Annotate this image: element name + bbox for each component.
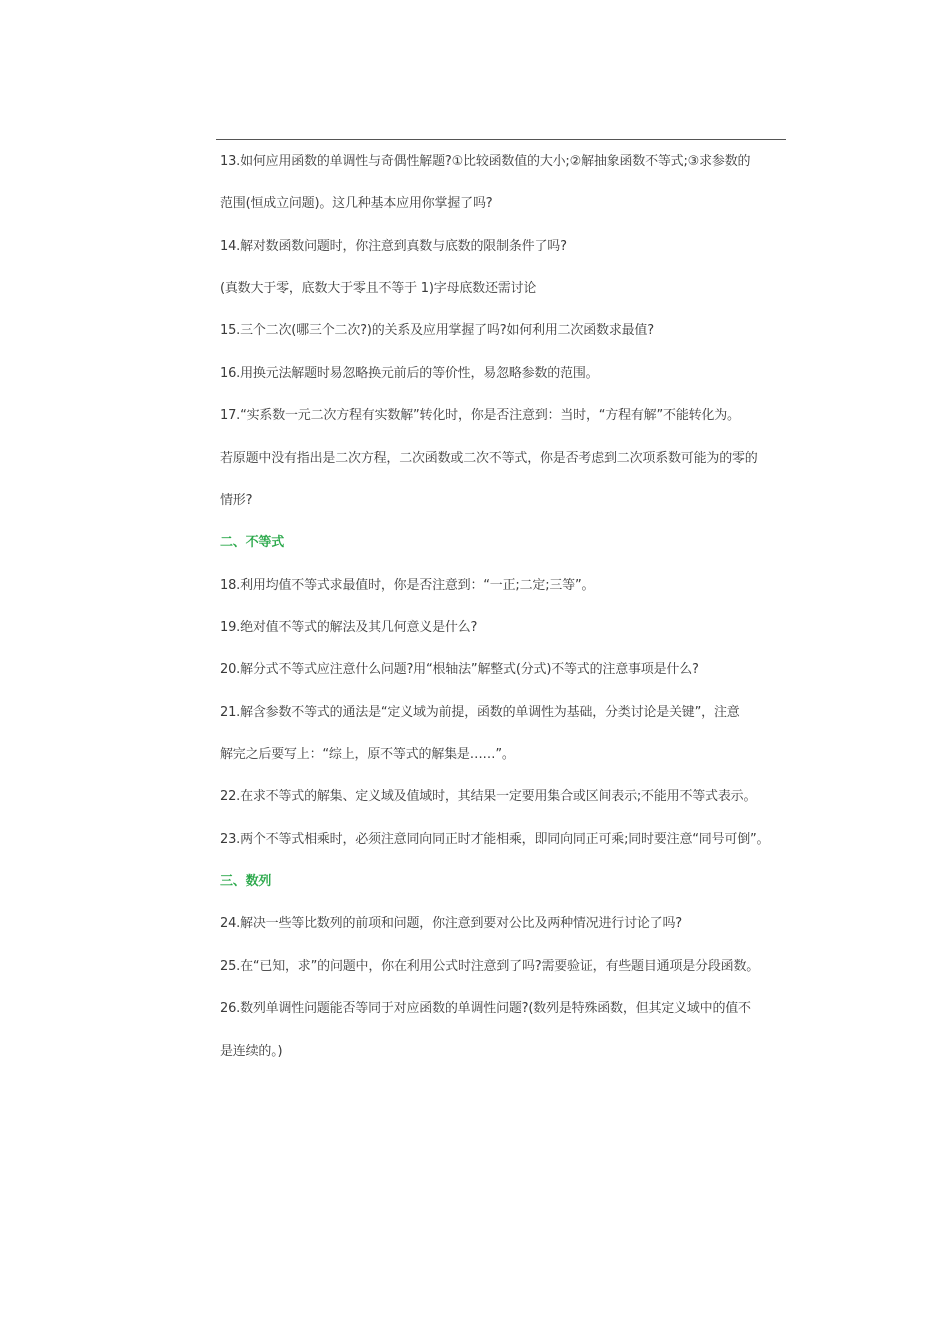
text-line-20: 20.解分式不等式应注意什么问题?用“根轴法”解整式(分式)不等式的注意事项是什么?: [220, 662, 699, 677]
section-heading-inequality: 二、不等式: [220, 535, 285, 550]
text-line-21a: 21.解含参数不等式的通法是“定义域为前提，函数的单调性为基础，分类讨论是关键”，注意: [220, 705, 740, 720]
top-divider: [216, 139, 786, 140]
text-line-13a: 13.如何应用函数的单调性与奇偶性解题?①比较函数值的大小;②解抽象函数不等式;③求参数的: [220, 154, 751, 169]
text-line-14a: 14.解对数函数问题时，你注意到真数与底数的限制条件了吗?: [220, 239, 567, 254]
text-line-14b: (真数大于零，底数大于零且不等于 1)字母底数还需讨论: [220, 281, 537, 296]
text-line-15: 15.三个二次(哪三个二次?)的关系及应用掌握了吗?如何利用二次函数求最值?: [220, 323, 654, 338]
text-line-24: 24.解决一些等比数列的前项和问题，你注意到要对公比及两种情况进行讨论了吗?: [220, 916, 682, 931]
text-line-17b: 若原题中没有指出是二次方程，二次函数或二次不等式，你是否考虑到二次项系数可能为的零的: [220, 451, 758, 466]
text-line-22: 22.在求不等式的解集、定义域及值域时，其结果一定要用集合或区间表示;不能用不等式表示。: [220, 789, 757, 804]
text-line-19: 19.绝对值不等式的解法及其几何意义是什么?: [220, 620, 478, 635]
text-line-26b: 是连续的。): [220, 1044, 283, 1059]
text-line-26a: 26.数列单调性问题能否等同于对应函数的单调性问题?(数列是特殊函数，但其定义域中的值不: [220, 1001, 751, 1016]
text-line-13b: 范围(恒成立问题)。这几种基本应用你掌握了吗?: [220, 196, 493, 211]
text-line-23: 23.两个不等式相乘时，必须注意同向同正时才能相乘，即同向同正可乘;同时要注意“同号可倒”。: [220, 832, 770, 847]
section-heading-sequences: 三、数列: [220, 874, 272, 889]
text-line-17a: 17.“实系数一元二次方程有实数解”转化时，你是否注意到：当时，“方程有解”不能转化为。: [220, 408, 740, 423]
text-line-17c: 情形?: [220, 493, 253, 508]
text-line-21b: 解完之后要写上：“综上，原不等式的解集是……”。: [220, 747, 515, 762]
text-line-18: 18.利用均值不等式求最值时，你是否注意到：“一正;二定;三等”。: [220, 578, 595, 593]
text-line-16: 16.用换元法解题时易忽略换元前后的等价性，易忽略参数的范围。: [220, 366, 599, 381]
text-line-25: 25.在“已知，求”的问题中，你在利用公式时注意到了吗?需要验证，有些题目通项是分段函数。: [220, 959, 760, 974]
